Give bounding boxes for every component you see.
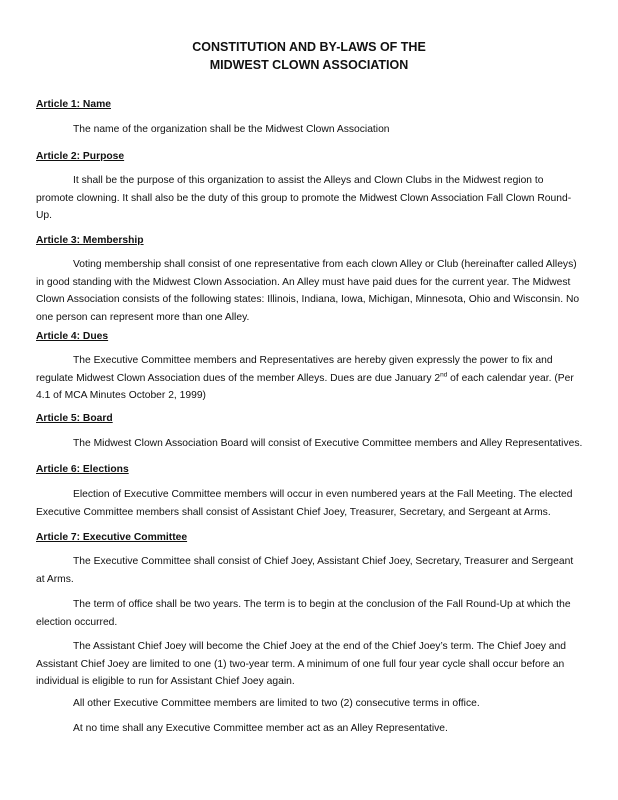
article-3-heading: Article 3: Membership — [36, 235, 144, 246]
document-title-line-2: MIDWEST CLOWN ASSOCIATION — [209, 58, 409, 72]
article-5-heading: Article 5: Board — [36, 413, 113, 424]
article-4-heading: Article 4: Dues — [36, 331, 109, 342]
article-7-paragraph-3: The Assistant Chief Joey will become the Chief Joey at the end of the Chief Joey’s term. The Chief Joey and Assistant Chief Joey are limited to one (1) two-year term. A minimum of one full four year cycle shall occur before an individual is eligible to run for Assistant Chief Joey again. — [36, 641, 566, 688]
article-7-paragraph-5: At no time shall any Executive Committee member act as an Alley Representative. — [73, 723, 448, 734]
article-5-paragraph: The Midwest Clown Association Board will consist of Executive Committee members and Alley Representatives. — [73, 438, 583, 449]
article-4-paragraph-text: The Executive Committee members and Representatives are hereby given expressly the power to fix and regulate Midwest Clown Association dues of the member Alleys. Dues are due January 2 — [36, 355, 553, 384]
article-6-paragraph: Election of Executive Committee members will occur in even numbered years at the Fall Meeting. The elected Executive Committee members shall consist of Assistant Chief Joey, Treasurer, Secretary, and Sergeant at Arms. — [36, 489, 573, 518]
article-1-heading: Article 1: Name — [36, 99, 111, 110]
article-7-heading: Article 7: Executive Committee — [36, 532, 188, 543]
article-1-paragraph: The name of the organization shall be the Midwest Clown Association — [73, 124, 390, 135]
article-4-paragraph-text-continued: of each calendar year. (Per 4.1 of MCA Minutes October 2, 1999) — [36, 372, 574, 402]
article-7-paragraph-1: The Executive Committee shall consist of Chief Joey, Assistant Chief Joey, Secretary, Treasurer and Sergeant at Arms. — [36, 556, 574, 585]
ordinal-suffix: nd — [440, 371, 448, 379]
article-2-paragraph: It shall be the purpose of this organization to assist the Alleys and Clown Clubs in the Midwest region to promote clowning. It shall also be the duty of this group to promote the Midwest Clown Association Fall Clown Round-Up. — [36, 175, 572, 222]
article-4-paragraph — [36, 352, 580, 405]
document-title-line-1: CONSTITUTION AND BY-LAWS OF THE — [192, 40, 426, 54]
article-6-heading: Article 6: Elections — [36, 464, 129, 475]
article-7-paragraph-4: All other Executive Committee members are limited to two (2) consecutive terms in office. — [73, 698, 480, 709]
article-2-heading: Article 2: Purpose — [36, 151, 125, 162]
article-7-paragraph-2: The term of office shall be two years. The term is to begin at the conclusion of the Fall Round-Up at which the election occurred. — [36, 599, 571, 628]
article-3-paragraph: Voting membership shall consist of one representative from each clown Alley or Club (hereinafter called Alleys) in good standing with the Midwest Clown Association. An Alley must have paid dues for the current year. The Midwest Clown Association consists of the following states: Illinois, Indiana, Iowa, Michigan, Minnesota, Ohio and Wisconsin. No one person can represent more than one Alley. — [36, 259, 580, 323]
